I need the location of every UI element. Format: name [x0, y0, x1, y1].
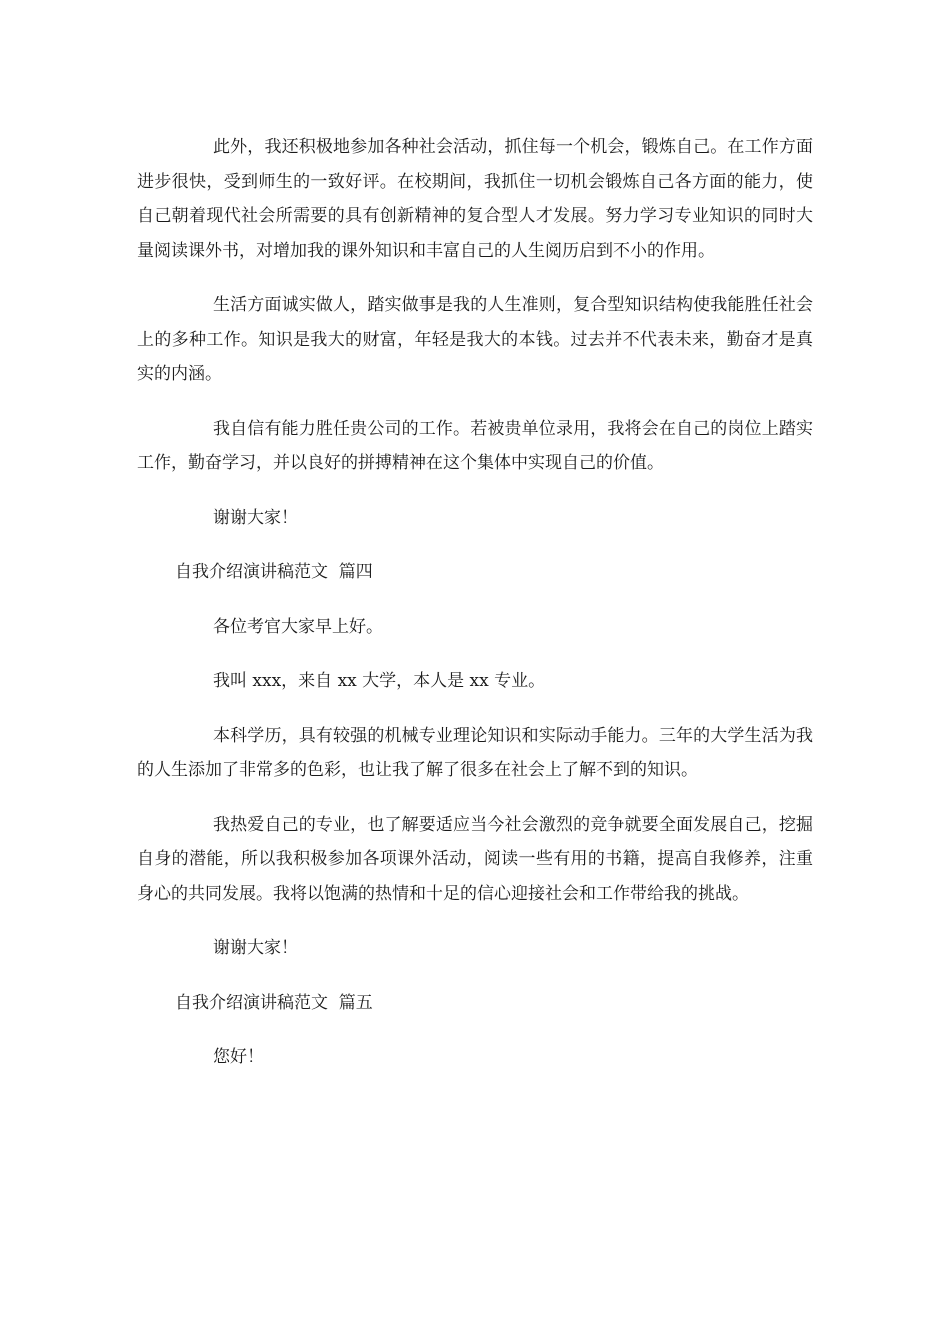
paragraph-thanks-1: 谢谢大家！	[213, 507, 298, 528]
paragraph-passion: 我热爱自己的专业，也了解要适应当今社会激烈的竞争就要全面发展自己，挖掘自身的潜能，所以我积极参加各项课外活动，阅读一些有用的书籍，提高自我修养，注重身心的共同发展。我将以饱满的热情和十足的信心迎接社会和工作带给我的挑战。	[137, 814, 813, 904]
paragraph-greeting-1: 各位考官大家早上好。	[213, 616, 383, 637]
paragraph-greeting-2: 您好！	[213, 1047, 264, 1067]
paragraph-confidence: 我自信有能力胜任贵公司的工作。若被贵单位录用，我将会在自己的岗位上踏实工作，勤奋学习，并以良好的拼搏精神在这个集体中实现自己的价值。	[137, 418, 813, 473]
section-heading-4: 自我介绍演讲稿范文 篇四	[175, 562, 373, 582]
document-body	[137, 130, 813, 1095]
paragraph-life-principles: 生活方面诚实做人，踏实做事是我的人生准则，复合型知识结构使我能胜任社会上的多种工作。知识是我大的财富，年轻是我大的本钱。过去并不代表未来，勤奋才是真实的内涵。	[137, 295, 813, 384]
paragraph-thanks-2: 谢谢大家！	[213, 938, 298, 958]
paragraph-extracurricular: 此外，我还积极地参加各种社会活动，抓住每一个机会，锻炼自己。在工作方面进步很快，受到师生的一致好评。在校期间，我抓住一切机会锻炼自己各方面的能力，使自己朝着现代社会所需要的具有创新精神的复合型人才发展。努力学习专业知识的同时大量阅读课外书，对增加我的课外知识和丰富自己的人生阅历启到不小的作用。	[137, 137, 813, 261]
paragraph-intro: 我叫 xxx，来自 xx 大学，本人是 xx 专业。	[213, 671, 546, 691]
section-heading-5: 自我介绍演讲稿范文 篇五	[175, 992, 373, 1013]
paragraph-education: 本科学历，具有较强的机械专业理论知识和实际动手能力。三年的大学生活为我的人生添加了非常多的色彩，也让我了解了很多在社会上了解不到的知识。	[137, 725, 813, 780]
